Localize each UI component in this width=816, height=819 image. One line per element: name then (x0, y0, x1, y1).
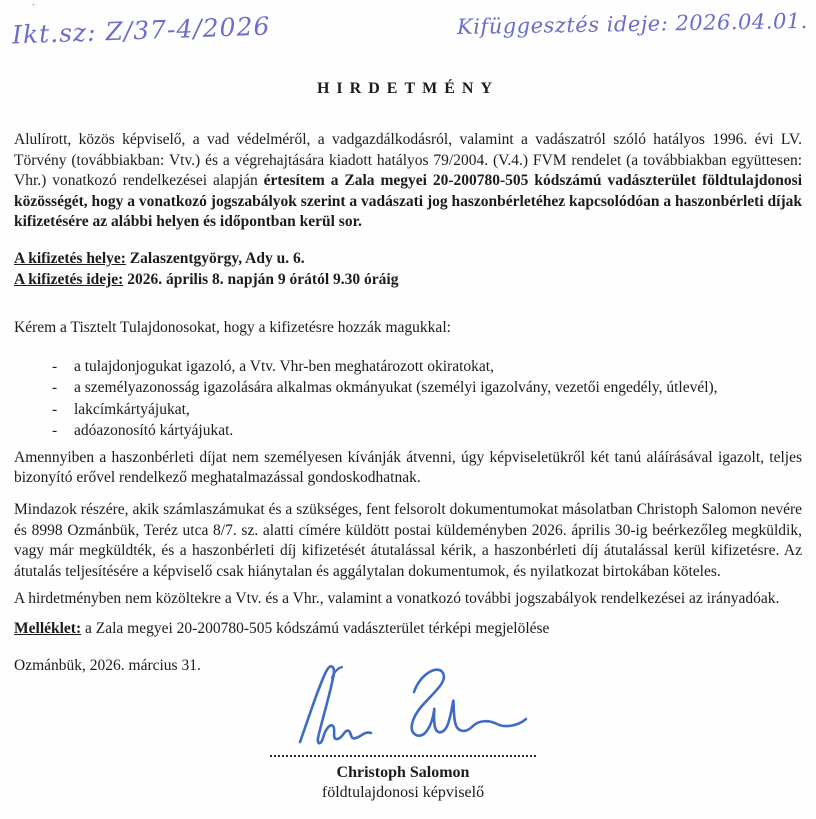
document-title: HIRDETMÉNY (316, 80, 499, 97)
intro-regular-text: Alulírott, közös képviselő, a vad védelméről, a vadgazdálkodásról, valamint a vadászatról szóló hatályos 1996. évi LV. Törvény (továbbiakban: Vtv.) és a végrehajtására kiadott hatályos 79/2004. (V.4.) FVM rendelet (a továbbiakban együttesen: Vhr.) vonatkozó rendelkezései alapján (14, 131, 802, 190)
attachment-line (14, 619, 802, 640)
payment-place-label: A kifizetés helye: (14, 249, 126, 267)
document-body (0, 78, 816, 676)
list-item: - a tulajdonjogukat igazoló, a Vtv. Vhr-ben meghatározott okiratokat, (74, 356, 802, 378)
payment-time-value: 2026. április 8. napján 9 órától 9.30 óráig (123, 270, 399, 288)
legal-paragraph: A hirdetményben nem közöltekre a Vtv. és a Vhr., valamint a vonatkozó további jogszabályok rendelkezései az irányadóak. (14, 590, 780, 608)
handwritten-registry-number: Ikt.sz: Z/37-4/2026 (11, 11, 271, 50)
attachment-text: a Zala megyei 20-200780-505 kódszámú vadászterület térképi megjelölése (81, 619, 550, 637)
transfer-paragraph: Mindazok részére, akik számlaszámukat és a szükséges, fent felsorolt dokumentumokat másolatban Christoph Salomon nevére és 8998 Ozmánbük, Teréz utca 8/7. sz. alatti címére küldött postai küldeményben 2026. április 30-ig beérkezőleg megküldik, vagy már megküldték, és a haszonbérleti díj kifizetését átutalással kérik, a haszonbérleti díj átutalással kerül kifizetésre. Az átutalás teljesítésére a képviselő csak hiánytalan és aggálytalan dokumentumok, és nyilatkozat birtokában köteles. (14, 500, 802, 580)
signer-name: Christoph Salomon (336, 764, 470, 781)
proxy-paragraph: Amennyiben a haszonbérleti díjat nem személyesen kívánják átvenni, úgy képviseletükről két tanú aláírásával igazolt, teljes bizonyító erővel rendelkező meghatalmazással gondoskodhatnak. (14, 448, 802, 487)
required-documents-list (14, 356, 802, 442)
dateline: Ozmánbük, 2026. március 31. (14, 656, 201, 674)
list-item: - adóazonosító kártyájukat. (74, 420, 802, 442)
intro-paragraph (14, 130, 802, 233)
signature-dotted-line (270, 742, 536, 757)
list-item: - lakcímkártyájukat, (74, 399, 802, 421)
pencil-tick-mark: ˺ (30, 1, 36, 15)
payment-time-label: A kifizetés ideje: (14, 270, 124, 288)
payment-place-value: Zalaszentgyörgy, Ady u. 6. (125, 249, 305, 267)
payment-details (14, 249, 802, 290)
intro-bold-text: értesítem a Zala megyei 20-200780-505 kódszámú vadászterület földtulajdonosi közösségét, hogy a vonatkozó jogszabályok szerint a vadászati jog haszonbérletéhez kapcsolódóan a haszonbérleti díjak kifizetésére az alábbi helyen és időpontban kerül sor. (14, 172, 802, 231)
handwritten-signature-icon (288, 662, 538, 752)
payment-time-line (14, 270, 802, 291)
list-item: - a személyazonosság igazolására alkalmas okmányukat (személyi igazolvány, vezetői engedély, útlevél), (74, 377, 802, 399)
handwritten-posting-date: Kifüggesztés ideje: 2026.04.01. (456, 8, 809, 40)
attachment-label: Melléklet: (14, 619, 82, 637)
payment-place-line (14, 249, 802, 270)
bring-intro-paragraph: Kérem a Tisztelt Tulajdonosokat, hogy a kifizetésre hozzák magukkal: (14, 319, 451, 337)
signer-role: földtulajdonosi képviselő (321, 784, 485, 801)
